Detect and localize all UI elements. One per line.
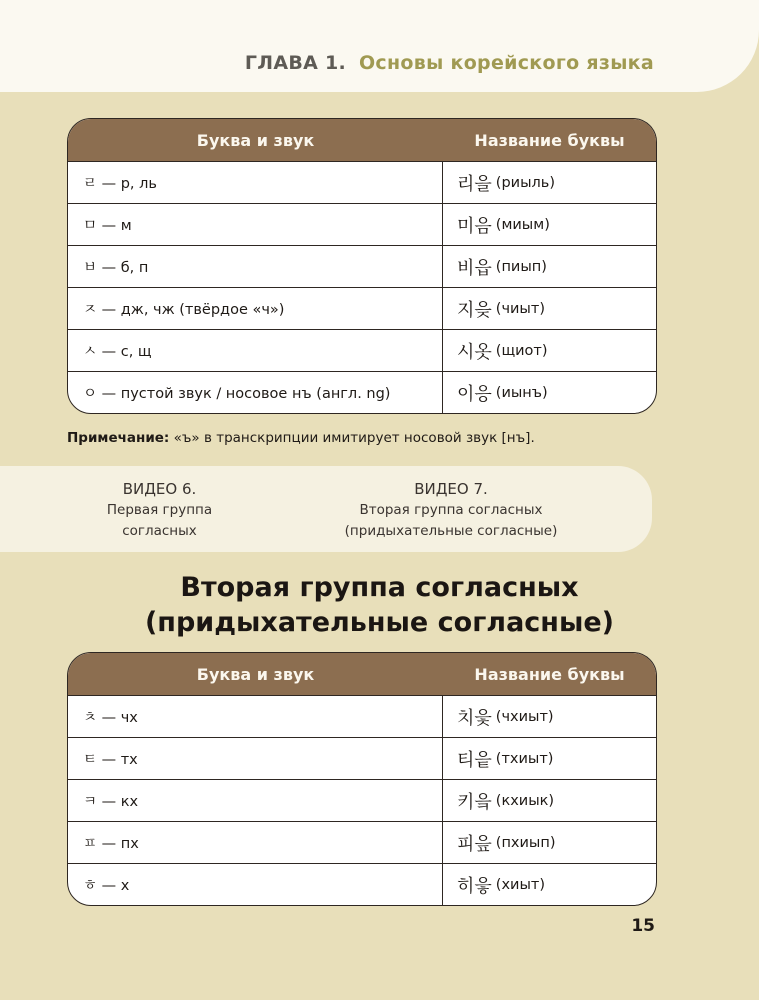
letter-sound-cell: ㅊ — чх [68, 696, 443, 737]
page-number: 15 [631, 916, 655, 936]
table-row [68, 737, 656, 779]
transliteration: (тхиыт) [495, 750, 554, 767]
hangul-name: 티읕 [457, 749, 492, 771]
column-header-name: Название буквы [474, 664, 625, 684]
transliteration: (чхиыт) [495, 708, 554, 725]
hangul-name: 피읖 [457, 833, 492, 855]
letter-name-cell [443, 872, 656, 898]
chapter-title: Основы корейского языка [358, 52, 654, 74]
section-title-line: Вторая группа согласных [180, 572, 579, 603]
video-title: ВИДЕО 6. [122, 480, 197, 498]
section-title-line: (придыхательные согласные) [144, 607, 615, 638]
hangul-name: 미음 [457, 215, 492, 237]
table-row [68, 203, 656, 245]
letter-sound-cell: ㅍ — пх [68, 822, 443, 863]
table-header [68, 653, 656, 695]
hangul-name: 비읍 [457, 257, 492, 279]
video-caption-line: Вторая группа согласных [359, 502, 543, 518]
note-label: Примечание: [67, 430, 170, 446]
letter-name-cell [443, 170, 656, 196]
video-title: ВИДЕО 7. [414, 480, 488, 498]
letter-sound-cell: ㅌ — тх [68, 738, 443, 779]
transliteration: (пиып) [495, 258, 547, 275]
hangul-name: 이응 [457, 383, 492, 405]
hangul-name: 시옷 [457, 341, 492, 363]
chapter-heading [245, 52, 654, 74]
letter-name-cell [443, 338, 656, 364]
column-header-letter: Буква и звук [196, 664, 315, 684]
chapter-number: ГЛАВА 1. [244, 52, 347, 74]
note-text: «ъ» в транскрипции имитирует носовой звук [нъ]. [169, 430, 535, 446]
hangul-name: 지읒 [457, 299, 492, 321]
table-row [68, 245, 656, 287]
letter-sound-cell: ㅈ — дж, чж (твёрдое «ч») [68, 288, 443, 329]
consonants-table-1 [67, 118, 657, 414]
table-row [68, 161, 656, 203]
transliteration: (чиыт) [495, 300, 545, 317]
hangul-name: 키읔 [457, 791, 492, 813]
hangul-name: 리을 [457, 173, 492, 195]
letter-name-cell [443, 746, 656, 772]
transliteration: (риыль) [495, 174, 555, 191]
table-row [68, 779, 656, 821]
letter-name-cell [443, 296, 656, 322]
page-header-band [0, 0, 759, 92]
table-row [68, 371, 656, 413]
video-6-link[interactable] [72, 479, 247, 542]
letter-sound-cell: ㅎ — х [68, 864, 443, 905]
letter-sound-cell: ㅋ — кх [68, 780, 443, 821]
video-caption-line: (придыхательные согласные) [344, 523, 558, 539]
letter-name-cell [443, 830, 656, 856]
letter-name-cell [443, 704, 656, 730]
transliteration: (кхиык) [495, 792, 555, 809]
consonants-table-2 [67, 652, 657, 906]
video-caption-line: согласных [122, 523, 197, 539]
video-7-link[interactable] [320, 479, 582, 542]
table-row [68, 863, 656, 905]
hangul-name: 히읗 [457, 875, 492, 897]
letter-name-cell [443, 254, 656, 280]
table-row [68, 329, 656, 371]
transliteration: (пхиып) [495, 834, 556, 851]
transliteration: (миым) [495, 216, 550, 233]
letter-sound-cell: ㅅ — с, щ [68, 330, 443, 371]
letter-sound-cell: ㄹ — р, ль [68, 162, 443, 203]
letter-name-cell [443, 380, 656, 406]
transliteration: (щиот) [495, 342, 548, 359]
transcription-note [67, 430, 535, 446]
table-header [68, 119, 656, 161]
table-row [68, 287, 656, 329]
letter-name-cell [443, 788, 656, 814]
transliteration: (хиыт) [495, 876, 545, 893]
letter-sound-cell: ㅇ — пустой звук / носовое нъ (англ. ng) [68, 372, 443, 413]
section-title [0, 570, 759, 640]
table-row [68, 695, 656, 737]
letter-sound-cell: ㅁ — м [68, 204, 443, 245]
video-caption-line: Первая группа [106, 502, 213, 518]
transliteration: (иынъ) [495, 384, 548, 401]
table-row [68, 821, 656, 863]
letter-name-cell [443, 212, 656, 238]
letter-sound-cell: ㅂ — б, п [68, 246, 443, 287]
column-header-name: Название буквы [474, 130, 625, 150]
hangul-name: 치읓 [457, 707, 492, 729]
column-header-letter: Буква и звук [196, 130, 315, 150]
